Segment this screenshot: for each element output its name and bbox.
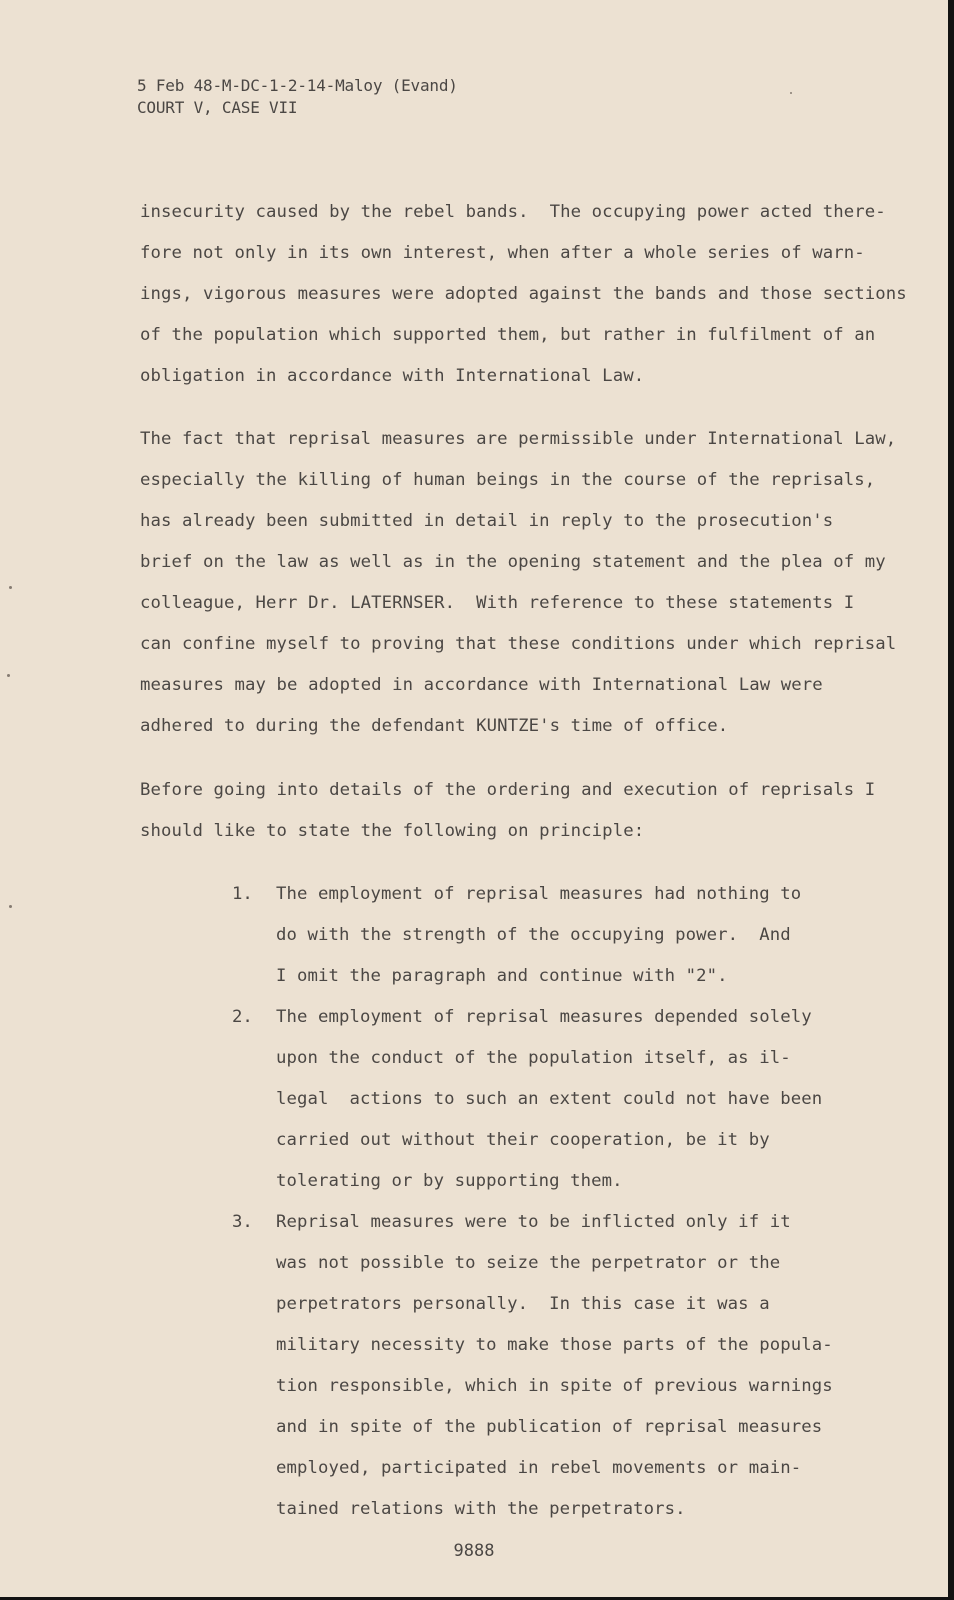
text-line: can confine myself to proving that these conditions under which reprisal — [140, 634, 897, 654]
text-line: was not possible to seize the perpetrator or the — [276, 1253, 781, 1273]
text-line: upon the conduct of the population itself, as il- — [276, 1048, 791, 1068]
text-line: do with the strength of the occupying power. And — [276, 925, 791, 945]
text-line: of the population which supported them, but rather in fulfilment of an — [140, 325, 876, 345]
text-line: especially the killing of human beings in the course of the reprisals, — [140, 470, 876, 490]
text-line: fore not only in its own interest, when after a whole series of warn- — [140, 243, 865, 263]
text-line: brief on the law as well as in the opening statement and the plea of my — [140, 552, 886, 572]
text-line: I omit the paragraph and continue with "2". — [276, 966, 728, 986]
text-line: Before going into details of the ordering and execution of reprisals I — [140, 780, 876, 800]
text-line: The employment of reprisal measures had nothing to — [276, 884, 802, 904]
text-line: The employment of reprisal measures depended solely — [276, 1007, 812, 1027]
text-line: legal actions to such an extent could not have been — [276, 1089, 823, 1109]
header-reference: 5 Feb 48-M-DC-1-2-14-Maloy (Evand) — [137, 76, 458, 95]
text-line: and in spite of the publication of reprisal measures — [276, 1417, 823, 1437]
text-line: tolerating or by supporting them. — [276, 1171, 623, 1191]
text-line: has already been submitted in detail in reply to the prosecution's — [140, 511, 834, 531]
text-line: tion responsible, which in spite of previous warnings — [276, 1376, 833, 1396]
list-number: 1. — [232, 884, 253, 904]
text-line: measures may be adopted in accordance with International Law were — [140, 675, 823, 695]
text-line: employed, participated in rebel movements or main- — [276, 1458, 802, 1478]
text-line: obligation in accordance with International Law. — [140, 366, 645, 386]
page-number: 9888 — [453, 1541, 495, 1561]
text-line: ings, vigorous measures were adopted against the bands and those sections — [140, 284, 907, 304]
paper-speck — [7, 674, 10, 677]
paper-speck — [790, 92, 792, 94]
text-line: carried out without their cooperation, be it by — [276, 1130, 770, 1150]
text-line: adhered to during the defendant KUNTZE's time of office. — [140, 716, 729, 736]
list-number: 3. — [232, 1212, 253, 1232]
header-court-case: COURT V, CASE VII — [137, 98, 298, 117]
text-line: perpetrators personally. In this case it was a — [276, 1294, 770, 1314]
text-line: Reprisal measures were to be inflicted only if it — [276, 1212, 791, 1232]
text-line: The fact that reprisal measures are permissible under International Law, — [140, 429, 897, 449]
paper-speck — [9, 586, 12, 589]
text-line: colleague, Herr Dr. LATERNSER. With reference to these statements I — [140, 593, 855, 613]
paper-speck — [9, 905, 12, 908]
text-line: tained relations with the perpetrators. — [276, 1499, 686, 1519]
text-line: should like to state the following on principle: — [140, 821, 645, 841]
text-line: military necessity to make those parts of the popula- — [276, 1335, 833, 1355]
text-line: insecurity caused by the rebel bands. The occupying power acted there- — [140, 202, 886, 222]
list-number: 2. — [232, 1007, 253, 1027]
